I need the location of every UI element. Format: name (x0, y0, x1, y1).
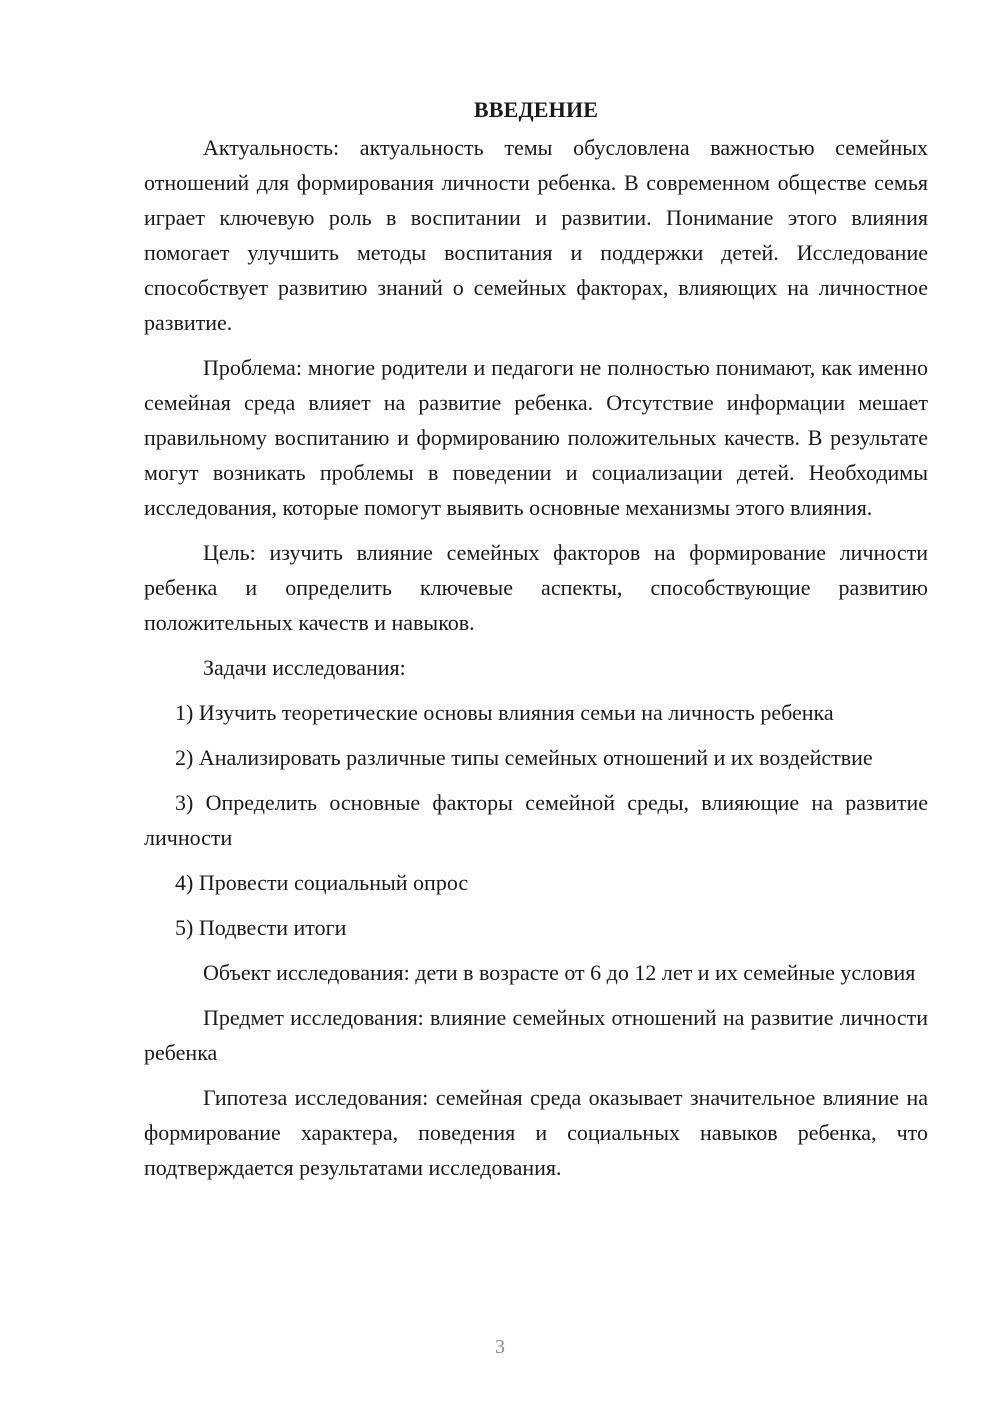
subject-paragraph: Предмет исследования: влияние семейных отношений на развитие личности ребенка (144, 1005, 928, 1065)
document-page (144, 92, 928, 1195)
task-item: 1) Изучить теоретические основы влияния семьи на личность ребенка (175, 700, 834, 725)
hypothesis-paragraph: Гипотеза исследования: семейная среда оказывает значительное влияние на формирование характера, поведения и социальных навыков ребенка, что подтверждается результатами исследования. (144, 1085, 928, 1180)
relevance-paragraph: Актуальность: актуальность темы обусловлена важностью семейных отношений для формирования личности ребенка. В современном обществе семья играет ключевую роль в воспитании и развитии. Понимание этого влияния помогает улучшить методы воспитания и поддержки детей. Исследование способствует развитию знаний о семейных факторах, влияющих на личностное развитие. (144, 135, 928, 335)
task-item: 5) Подвести итоги (175, 915, 347, 940)
task-item: 4) Провести социальный опрос (175, 870, 469, 895)
problem-paragraph: Проблема: многие родители и педагоги не полностью понимают, как именно семейная среда влияет на развитие ребенка. Отсутствие информации мешает правильному воспитанию и формированию положительных качеств. В результате могут возникать проблемы в поведении и социализации детей. Необходимы исследования, которые помогут выявить основные механизмы этого влияния. (144, 355, 928, 520)
object-paragraph: Объект исследования: дети в возрасте от 6 до 12 лет и их семейные условия (203, 960, 916, 985)
task-item: 2) Анализировать различные типы семейных отношений и их воздействие (175, 745, 873, 770)
goal-paragraph: Цель: изучить влияние семейных факторов на формирование личности ребенка и определить ключевые аспекты, способствующие развитию положительных качеств и навыков. (144, 540, 928, 635)
task-item: 3) Определить основные факторы семейной среды, влияющие на развитие личности (144, 790, 928, 850)
page-number: 3 (495, 1336, 505, 1358)
section-heading: ВВЕДЕНИЕ (473, 97, 599, 122)
tasks-title: Задачи исследования: (203, 655, 406, 680)
